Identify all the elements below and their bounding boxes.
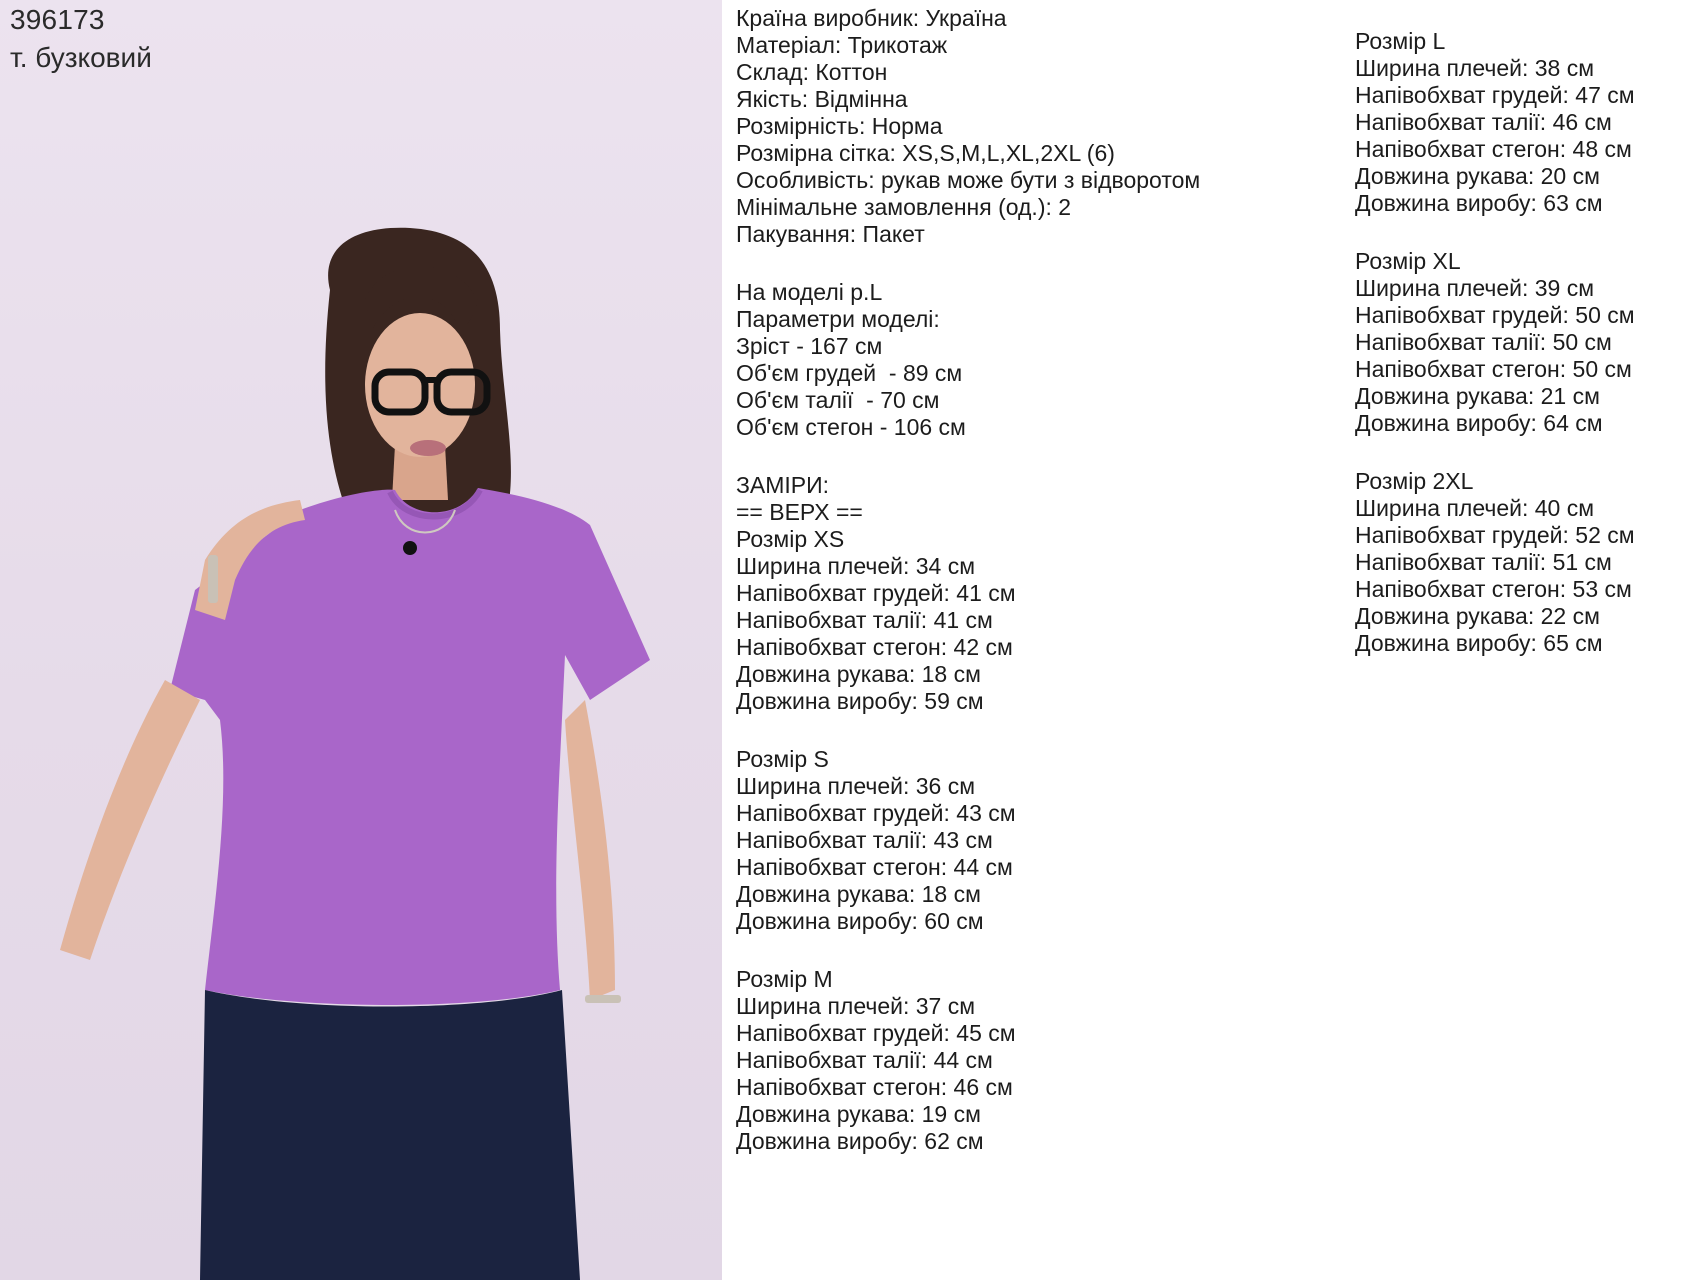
size-line: Довжина рукава: 19 см — [736, 1101, 981, 1127]
size-line: Напівобхват грудей: 50 см — [1355, 302, 1635, 328]
size-line: Напівобхват стегон: 44 см — [736, 854, 1013, 880]
size-line: Напівобхват грудей: 45 см — [736, 1020, 1016, 1046]
model-line: Об'єм стегон - 106 см — [736, 414, 966, 440]
size-line: Довжина рукава: 18 см — [736, 661, 981, 687]
size-line: Напівобхват талії: 44 см — [736, 1047, 993, 1073]
spec-line: Пакування: Пакет — [736, 221, 925, 247]
size-line: Ширина плечей: 37 см — [736, 993, 976, 1019]
size-line: Напівобхват стегон: 53 см — [1355, 576, 1632, 602]
size-line: Довжина рукава: 21 см — [1355, 383, 1600, 409]
size-line: Напівобхват грудей: 52 см — [1355, 522, 1635, 548]
size-block-l — [1355, 28, 1635, 217]
size-title: Розмір XS — [736, 526, 845, 552]
size-line: Довжина виробу: 62 см — [736, 1128, 984, 1154]
spec-line: Матеріал: Трикотаж — [736, 32, 948, 58]
model-line: Параметри моделі: — [736, 306, 940, 332]
size-line: Напівобхват талії: 43 см — [736, 827, 993, 853]
spec-line: Розмірна сітка: XS,S,M,L,XL,2XL (6) — [736, 140, 1115, 166]
size-line: Довжина виробу: 65 см — [1355, 630, 1603, 656]
size-line: Довжина рукава: 22 см — [1355, 603, 1600, 629]
size-line: Напівобхват стегон: 42 см — [736, 634, 1013, 660]
size-line: Ширина плечей: 38 см — [1355, 55, 1595, 81]
face-shape — [365, 313, 475, 457]
size-line: Довжина рукава: 20 см — [1355, 163, 1600, 189]
measurements-subtitle: == ВЕРХ == — [736, 499, 863, 525]
product-photo — [0, 0, 722, 1280]
size-line: Напівобхват талії: 41 см — [736, 607, 993, 633]
spec-line: Особливість: рукав може бути з відворотом — [736, 167, 1201, 193]
model-line: На моделі р.L — [736, 279, 883, 305]
model-line: Об'єм грудей - 89 см — [736, 360, 963, 386]
size-title: Розмір XL — [1355, 248, 1461, 274]
size-line: Довжина виробу: 63 см — [1355, 190, 1603, 216]
spec-column-right — [1355, 28, 1635, 657]
model-line: Зріст - 167 см — [736, 333, 883, 359]
spec-line: Склад: Коттон — [736, 59, 888, 85]
size-line: Напівобхват грудей: 47 см — [1355, 82, 1635, 108]
measurements-header — [736, 472, 1200, 526]
size-line: Довжина рукава: 18 см — [736, 881, 981, 907]
spec-line: Якість: Відмінна — [736, 86, 908, 112]
size-title: Розмір S — [736, 746, 829, 772]
spec-column-left — [736, 5, 1200, 1155]
size-line: Довжина виробу: 64 см — [1355, 410, 1603, 436]
size-line: Напівобхват стегон: 48 см — [1355, 136, 1632, 162]
size-block-xs — [736, 526, 1200, 715]
size-title: Розмір M — [736, 966, 833, 992]
product-color-name: т. бузковий — [10, 42, 152, 73]
size-block-s — [736, 746, 1200, 935]
size-line: Напівобхват талії: 51 см — [1355, 549, 1612, 575]
size-line: Ширина плечей: 39 см — [1355, 275, 1595, 301]
spec-list — [736, 5, 1200, 248]
size-line: Напівобхват талії: 46 см — [1355, 109, 1612, 135]
spec-line: Мінімальне замовлення (од.): 2 — [736, 194, 1072, 220]
size-block-m — [736, 966, 1200, 1155]
size-title: Розмір L — [1355, 28, 1446, 54]
size-line: Напівобхват стегон: 46 см — [736, 1074, 1013, 1100]
jeans-shape — [200, 990, 580, 1280]
size-block-2xl — [1355, 468, 1635, 657]
size-line: Ширина плечей: 36 см — [736, 773, 976, 799]
size-block-xl — [1355, 248, 1635, 437]
size-line: Напівобхват грудей: 43 см — [736, 800, 1016, 826]
size-line: Ширина плечей: 34 см — [736, 553, 976, 579]
spec-line: Країна виробник: Україна — [736, 5, 1007, 31]
product-sku: 396173 — [10, 4, 105, 35]
spec-line: Розмірність: Норма — [736, 113, 943, 139]
model-parameters — [736, 279, 1200, 441]
size-line: Напівобхват грудей: 41 см — [736, 580, 1016, 606]
model-illustration — [0, 0, 722, 1280]
size-line: Напівобхват стегон: 50 см — [1355, 356, 1632, 382]
size-line: Напівобхват талії: 50 см — [1355, 329, 1612, 355]
size-line: Довжина виробу: 60 см — [736, 908, 984, 934]
measurements-title: ЗАМІРИ: — [736, 472, 830, 498]
size-line: Довжина виробу: 59 см — [736, 688, 984, 714]
size-title: Розмір 2XL — [1355, 468, 1474, 494]
size-line: Ширина плечей: 40 см — [1355, 495, 1595, 521]
model-line: Об'єм талії - 70 см — [736, 387, 940, 413]
